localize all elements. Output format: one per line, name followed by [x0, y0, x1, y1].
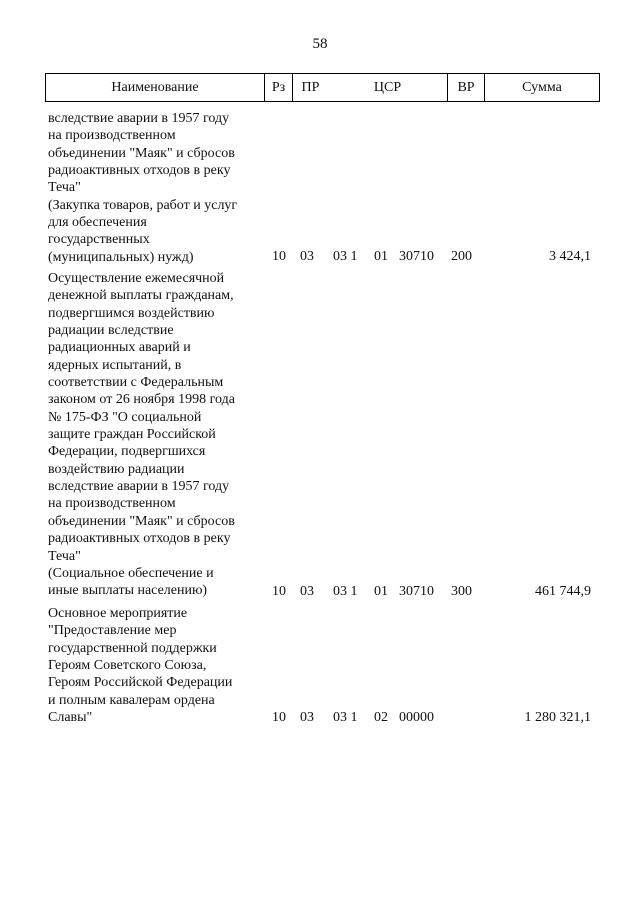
- table-header: [45, 73, 600, 102]
- row-sum: 461 744,9: [535, 584, 591, 599]
- header-sum: Сумма: [484, 74, 599, 101]
- page-number: 58: [312, 36, 328, 52]
- row-rz: 10: [272, 710, 286, 725]
- header-csr: ЦСР: [373, 80, 402, 95]
- header-pr: ПР: [292, 74, 328, 101]
- header-name: Наименование: [111, 80, 199, 95]
- row-csr-event: 02: [374, 710, 388, 725]
- row-name: вследствие аварии в 1957 году на производственном объединении "Маяк" и сбросов радиоактивных отходов в реку Теча" (Закупка товаров, работ и услуг для обеспечения государственных (муниципальных) нужд): [48, 111, 238, 265]
- row-csr-direction: 30710: [399, 249, 434, 264]
- row-vr: 200: [451, 249, 472, 264]
- row-pr: 03: [300, 710, 314, 725]
- row-csr-program: 03 1: [333, 584, 358, 599]
- row-csr-program: 03 1: [333, 710, 358, 725]
- header-vr: ВР: [447, 74, 484, 101]
- row-rz: 10: [272, 249, 286, 264]
- row-rz: 10: [272, 584, 286, 599]
- header-rz: Рз: [264, 74, 292, 101]
- row-name: Основное мероприятие "Предоставление мер государственной поддержки Героям Советского Союза, Героям Российской Федерации и полным кавалерам ордена Славы": [48, 606, 233, 726]
- row-csr-event: 01: [374, 584, 388, 599]
- row-pr: 03: [300, 249, 314, 264]
- row-pr: 03: [300, 584, 314, 599]
- row-csr-direction: 30710: [399, 584, 434, 599]
- row-csr-event: 01: [374, 249, 388, 264]
- row-csr-program: 03 1: [333, 249, 358, 264]
- row-sum: 3 424,1: [549, 249, 591, 264]
- row-name: Осуществление ежемесячной денежной выплаты гражданам, подвергшимся воздействию радиации вследствие радиационных аварий и ядерных испытаний, в соответствии с Федеральным законом от 26 ноября 1998 года № 175-ФЗ "О социальной защите граждан Российской Федерации, подвергшихся воздействию радиации вследствие аварии в 1957 году на производственном объединении "Маяк" и сбросов радиоактивных отходов в реку Теча" (Социальное обеспечение и иные выплаты населению): [48, 271, 235, 599]
- row-sum: 1 280 321,1: [524, 710, 591, 725]
- row-vr: 300: [451, 584, 472, 599]
- row-csr-direction: 00000: [399, 710, 434, 725]
